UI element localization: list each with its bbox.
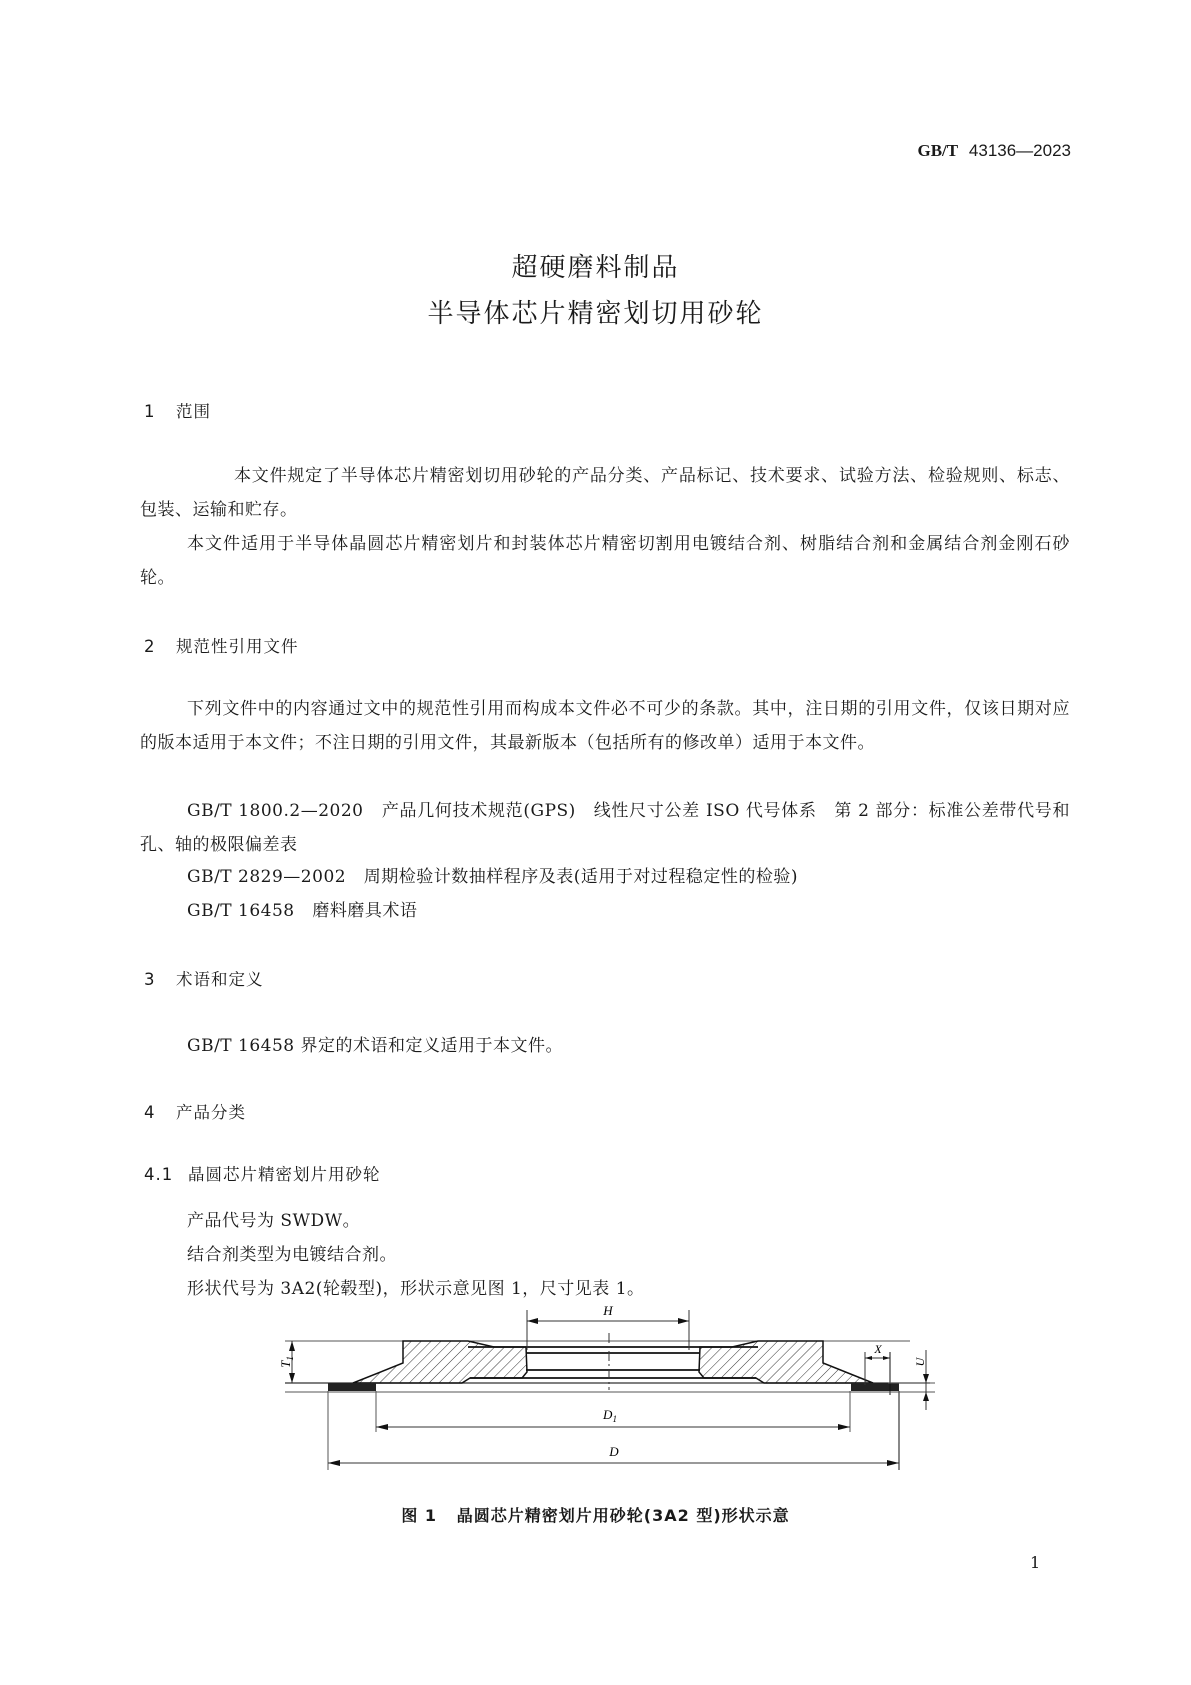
section-4-1-line: 结合剂类型为电镀结合剂。 — [187, 1245, 397, 1265]
section-4-1-line: 产品代号为 SWDW。 — [187, 1211, 361, 1231]
reference-item: GB/T 1800.2—2020 产品几何技术规范(GPS) 线性尺寸公差 ISO 代号体系 第 2 部分：标准公差带代号和孔、轴的极限偏差表 — [140, 801, 1071, 855]
title-line-2: 半导体芯片精密划切用砂轮 — [427, 299, 764, 329]
standard-number: 43136—2023 — [968, 141, 1071, 160]
section-3-heading: 3 术语和定义 — [144, 970, 264, 989]
svg-text:D: D — [609, 1444, 619, 1459]
standard-prefix: GB/T — [917, 141, 959, 160]
svg-text:X: X — [874, 1342, 882, 1356]
section-4-heading: 4 产品分类 — [144, 1103, 246, 1122]
page-number: 1 — [1030, 1553, 1041, 1572]
svg-text:D1: $D_1$ — [603, 1407, 617, 1424]
reference-item: GB/T 2829—2002 周期检验计数抽样程序及表(适用于对过程稳定性的检验) — [187, 867, 799, 887]
section-1-heading: 1 范围 — [144, 402, 211, 421]
figure-1-caption: 图 1 晶圆芯片精密划片用砂轮(3A2 型)形状示意 — [401, 1506, 790, 1525]
svg-text:U: U — [913, 1357, 927, 1367]
section-1-paragraph-1: 本文件规定了半导体芯片精密划切用砂轮的产品分类、产品标记、技术要求、试验方法、检验规则、标志、包装、运输和贮存。 — [140, 466, 1070, 520]
svg-text:H: H — [603, 1303, 613, 1318]
reference-item: GB/T 16458 磨料磨具术语 — [187, 901, 418, 921]
section-2-heading: 2 规范性引用文件 — [144, 637, 299, 656]
section-1-paragraph-2: 本文件适用于半导体晶圆芯片精密划片和封装体芯片精密切割用电镀结合剂、树脂结合剂和金属结合剂金刚石砂轮。 — [140, 534, 1070, 588]
section-4-1-line: 形状代号为 3A2(轮毂型)，形状示意见图 1，尺寸见表 1。 — [187, 1279, 645, 1299]
section-4-1-heading: 4.1 晶圆芯片精密划片用砂轮 — [144, 1165, 381, 1184]
section-3-paragraph-1: GB/T 16458 界定的术语和定义适用于本文件。 — [187, 1036, 564, 1056]
section-2-paragraph-1: 下列文件中的内容通过文中的规范性引用而构成本文件必不可少的条款。其中，注日期的引用文件，仅该日期对应的版本适用于本文件；不注日期的引用文件，其最新版本（包括所有的修改单）适用于本文件。 — [140, 699, 1070, 753]
svg-text:T1: $T_1$ — [278, 1356, 295, 1368]
title-line-1: 超硬磨料制品 — [511, 253, 680, 283]
